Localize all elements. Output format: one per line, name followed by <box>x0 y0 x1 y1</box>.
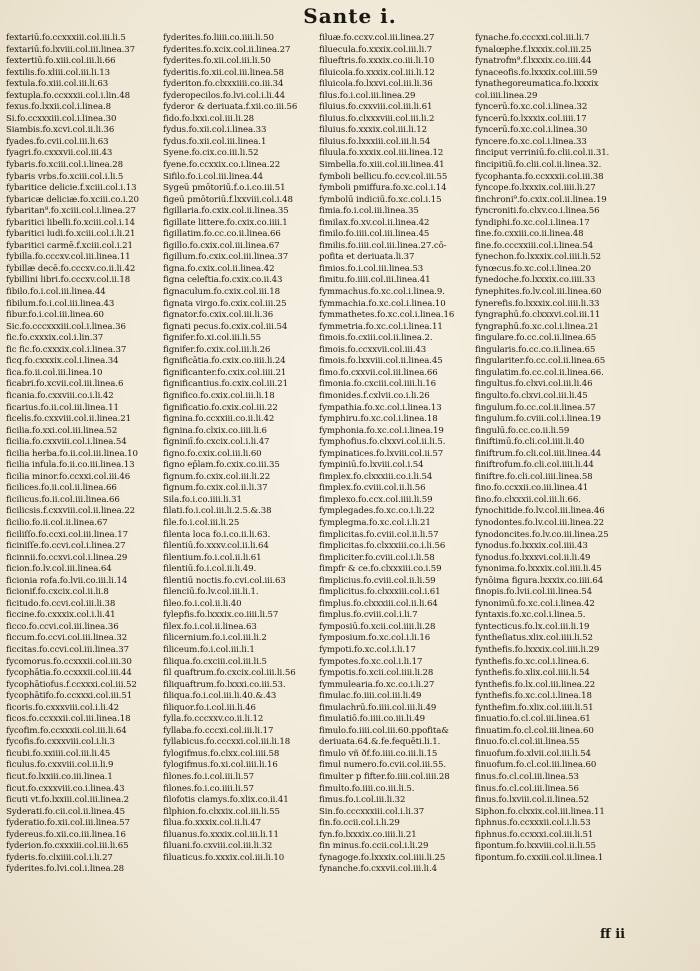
index-entry: fimplus.fo.clxxxiii.col.ii.li.64 <box>319 598 438 609</box>
index-entry: fyncope.fo.lxxxix.col.iiii.li.27 <box>475 183 596 194</box>
index-entry: ficcitas.fo.ccvi.col.iii.linea.37 <box>6 644 129 655</box>
index-entry: fimulto.fo.iiii.co.iii.li.5. <box>319 783 415 794</box>
index-entry: fimois.fo.cxiii.col.ii.linea.2. <box>319 333 433 344</box>
index-entry: filphion.fo.clxxix.col.iii.li.55 <box>163 806 280 817</box>
index-entry: filus.fo.i.col.iii.linea.29 <box>319 90 416 101</box>
index-entry: fignificantius.fo.cxix.col.iii.21 <box>163 379 288 390</box>
index-entry: filiquor.fo.i.col.iii.li.46 <box>163 702 256 713</box>
index-entry: finiftrofum.fo.cli.col.iiii.li.44 <box>475 460 594 471</box>
index-entry: fycofis.fo.cxxxviii.col.i.li.3 <box>6 737 115 748</box>
index-entry: figniniī.fo.cxcix.col.i.li.47 <box>163 437 270 448</box>
index-entry: Sin.fo.cccxxxiii.col.i.li.37 <box>319 806 425 817</box>
index-entry: fyndiphi.fo.xc.col.i.linea.17 <box>475 217 590 228</box>
index-entry: fymbolū indiciū.fo.xc.col.i.15 <box>319 194 442 205</box>
index-entry: ficcum.fo.ccvi.col.iii.linea.32 <box>6 633 128 644</box>
index-entry: filuanus.fo.xxxix.col.iii.li.11 <box>163 829 279 840</box>
index-entry: fine.fo.cxxiii.co.ii.linea.48 <box>475 229 584 240</box>
index-entry: fignificatio.fo.cxix.col.iii.22 <box>163 402 278 413</box>
index-entry: fimpliciter.fo.cviii.col.i.li.58 <box>319 552 435 563</box>
index-entry: ficilia infula.fo.ii.co.iii.linea.13 <box>6 460 135 471</box>
index-entry: fyncerū.fo.xc.col.i.linea.32 <box>475 102 588 113</box>
index-entry: filofotis clamys.fo.xlix.co.ii.41 <box>163 795 289 806</box>
index-entry: ficq.fo.cxxxix.col.i.linea.34 <box>6 356 119 367</box>
index-entry: ficilicus.fo.ii.col.iii.linea.66 <box>6 494 120 505</box>
index-entry: fingultus.fo.clxvi.col.iii.li.46 <box>475 379 593 390</box>
index-entry: fextariū.fo.ccxxxiii.col.iii.li.5 <box>6 33 126 43</box>
index-entry: file.fo.i.col.iii.li.25 <box>163 517 240 528</box>
index-entry: fycophātia.fo.ccxxxii.col.iii.44 <box>6 668 132 679</box>
index-entry: fynthefis.fo.xlix.col.iiii.li.54 <box>475 668 590 679</box>
index-entry: fymposium.fo.xc.col.i.li.16 <box>319 633 431 644</box>
index-entry: fic fic.fo.cxxxix.col.i.linea.37 <box>6 344 127 355</box>
index-entry: fycomorus.fo.ccxxxii.col.iii.30 <box>6 656 132 667</box>
index-entry: pofita et deriuata.li.37 <box>319 252 415 263</box>
index-entry: fyllaba.fo.cccxi.col.iii.li.17 <box>163 725 274 736</box>
index-entry: finus.fo.cl.col.iii.linea.53 <box>475 772 579 782</box>
index-entry: fynthefis.fo.xc.col.i.linea.6. <box>475 656 590 667</box>
index-entry: figillum.fo.cxix.col.iii.linea.37 <box>163 252 289 263</box>
index-entry: fignata virgo.fo.cxix.col.iii.25 <box>163 298 287 309</box>
index-entry: fimplus.fo.cviii.col.i.li.7 <box>319 610 418 621</box>
index-entry: ficubi.fo.xxiiii.col.iii.li.45 <box>6 748 111 759</box>
index-entry: fimplex.fo.cviii.col.ii.li.56 <box>319 483 426 494</box>
index-entry: ficilio.fo.ii.col.ii.linea.67 <box>6 517 108 528</box>
index-entry: fynthefim.fo.xlix.col.iiii.li.51 <box>475 702 594 713</box>
index-entry: fibur.fo.i.col.iii.linea.60 <box>6 310 104 321</box>
index-entry: fymboli pmiffura.fo.xc.col.i.14 <box>319 183 447 194</box>
index-entry: fymmachus.fo.xc.col.i.linea.9. <box>319 287 445 298</box>
index-entry: fexus.fo.lxxii.col.i.linea.8 <box>6 102 111 113</box>
index-entry: ficuti vt.fo.lxxiii.col.iii.linea.2 <box>6 795 129 806</box>
index-column-4 <box>475 33 685 864</box>
index-entry: filones.fo.i.co.iiii.li.57 <box>163 783 254 794</box>
index-entry: fymphiru.fo.xc.col.i.linea.18 <box>319 414 438 425</box>
index-entry: finus.fo.cl.col.iii.linea.56 <box>475 783 579 794</box>
index-entry: fynodontes.fo.lv.col.iii.linea.22 <box>475 517 604 528</box>
index-entry: filentiū.fo.i.col.ii.li.49. <box>163 564 257 575</box>
index-entry: fil quaftrum.fo.cxcix.col.iii.li.56 <box>163 668 296 679</box>
index-entry: fympathia.fo.xc.col.i.linea.13 <box>319 402 442 413</box>
index-entry: fyncroniti.fo.clxv.co.i.linea.56 <box>475 206 600 217</box>
index-entry: fyderopecilos.fo.lvi.col.i.li.44 <box>163 90 286 101</box>
index-entry: Siambis.fo.xcvi.col.ii.li.36 <box>6 125 115 136</box>
index-entry: fignina.fo.clxix.co.iiii.li.6 <box>163 425 267 436</box>
index-entry: fynodoncites.fo.lv.co.iii.linea.25 <box>475 529 609 540</box>
index-entry: fyagri.fo.cxxxvii.col.iii.43 <box>6 148 113 159</box>
index-entry: fyngraphū.fo.clxxxvi.col.iii.11 <box>475 310 601 321</box>
index-entry: finiftre.fo.cli.col.iiii.linea.58 <box>475 471 593 482</box>
index-entry: fycophātifo.fo.ccxxxi.col.iii.51 <box>6 691 133 702</box>
index-entry: fympinatices.fo.lxviii.col.ii.57 <box>319 448 444 459</box>
index-entry: fymmetria.fo.xc.col.i.linea.11 <box>319 321 443 332</box>
index-entry: fimulter p fifter.fo.iiii.col.iiii.28 <box>319 772 450 782</box>
index-entry: filua.fo.xxxix.col.ii.li.47 <box>163 818 262 829</box>
index-entry: figno.fo.cxix.col.iii.li.60 <box>163 448 262 459</box>
index-entry: filones.fo.i.col.iii.li.57 <box>163 772 255 782</box>
index-entry: fyderites.fo.lvi.col.i.linea.28 <box>6 864 124 875</box>
index-entry: fynathegoreumatica.fo.lxxxix <box>475 79 599 90</box>
index-entry: fipontum.fo.lxxviii.col.ii.li.55 <box>475 841 596 852</box>
index-entry: filuicola.fo.xxxix.col.iii.li.12 <box>319 67 435 78</box>
index-entry: fymmachia.fo.xc.col.i.linea.10 <box>319 298 446 309</box>
index-entry: filuius.fo.clxxxviii.col.iii.li.2 <box>319 113 435 124</box>
index-entry: figna.fo.cxix.col.ii.linea.42 <box>163 263 275 274</box>
index-entry: filuius.fo.cxxviii.col.iii.li.61 <box>319 102 433 113</box>
index-entry: ficilia.fo.cxxviii.col.i.linea.54 <box>6 437 127 448</box>
index-entry: fyncere.fo.xc.col.i.linea.33 <box>475 136 587 147</box>
running-head: Sante i. <box>303 4 397 28</box>
index-entry: fingulatim.fo.cc.col.ii.linea.66. <box>475 367 604 378</box>
index-entry: fingulto.fo.clxvi.col.iii.li.45 <box>475 390 588 401</box>
index-entry: fino.fo.clxxxii.col.iii.li.66. <box>475 494 581 505</box>
index-entry: ficcine.fo.cxxxix.col.i.li.41 <box>6 610 116 621</box>
index-entry: filuecula.fo.xxxix.col.iii.li.7 <box>319 44 433 55</box>
index-entry: filuaticus.fo.xxxix.col.iii.li.10 <box>163 852 285 863</box>
index-entry: fylepfis.fo.lxxxix.co.iiii.li.57 <box>163 610 279 621</box>
index-entry: fydereus.fo.xii.co.iii.linea.16 <box>6 829 126 840</box>
index-entry: filati.fo.i.col.iii.li.2.5.&.38 <box>163 506 272 517</box>
index-entry: fingulū.fo.cc.co.ii.li.59 <box>475 425 570 436</box>
index-entry: fimulac.fo.iiii.col.iii.li.49 <box>319 691 422 702</box>
index-entry: ficelis.fo.cxxviii.col.ii.linea.21 <box>6 414 131 425</box>
index-entry: fymphofius.fo.clxxvi.col.ii.li.5. <box>319 437 446 448</box>
index-entry: fynagoge.fo.lxxxix.col.iiii.li.25 <box>319 852 446 863</box>
index-entry: filiquaftrum.fo.lxxxi.co.iii.53. <box>163 679 286 690</box>
index-entry: fignifer.fo.cxix.col.iii.li.26 <box>163 344 271 355</box>
index-entry: fympotis.fo.xcii.col.iiii.li.28 <box>319 668 434 679</box>
index-entry: deriuata.64.&.fe.fequēti.li.1. <box>319 737 441 748</box>
index-entry: finuatio.fo.cl.col.iii.linea.61 <box>475 714 591 725</box>
index-entry: fymphonia.fo.xc.col.i.linea.19 <box>319 425 444 436</box>
index-entry: figillo.fo.cxix.col.iii.linea.67 <box>163 240 280 251</box>
index-column-3 <box>319 33 489 876</box>
index-entry: fica.fo.ii.col.iii.linea.10 <box>6 367 103 378</box>
index-entry: ficionif.fo.cxcix.col.ii.li.8 <box>6 587 109 598</box>
index-entry: fybaritici ludi.fo.xciii.col.i.li.21 <box>6 229 136 240</box>
index-entry: fido.fo.lxxi.col.iii.li.28 <box>163 113 255 124</box>
index-entry: fignaculum.fo.cxix.col.iii.18 <box>163 287 281 298</box>
index-entry: filuius.fo.lxxxiii.col.iii.li.54 <box>319 136 431 147</box>
index-entry: fimo.fo.cxxvii.col.iii.linea.66 <box>319 367 438 378</box>
index-entry: figillate littere.fo.cxix.co.iiii.1 <box>163 217 288 228</box>
index-entry: fyades.fo.cvii.col.iii.li.63 <box>6 136 109 147</box>
index-entry: fycofim.fo.ccxxxii.col.iii.li.64 <box>6 725 127 736</box>
index-entry: finiftimū.fo.cli.col.iiii.li.40 <box>475 437 585 448</box>
index-entry: fino.fo.ccxxii.co.iii.linea.41 <box>475 483 589 494</box>
index-entry: ficinnii.fo.ccxvi.col.i.linea.29 <box>6 552 128 563</box>
index-entry: fimilax.fo.xv.col.ii.linea.42 <box>319 217 430 228</box>
index-entry: fybaritice delicie.f.xciii.col.i.13 <box>6 183 137 194</box>
index-entry: fimplicius.fo.cviii.col.ii.li.59 <box>319 575 436 586</box>
index-entry: ficiniſſe.fo.ccvi.col.i.linea.27 <box>6 541 126 552</box>
index-entry: fignum.fo.cxix.col.iii.li.22 <box>163 471 271 482</box>
index-entry: fynache.fo.cccxxi.col.iii.li.7 <box>475 33 590 43</box>
index-entry: filuæ.fo.ccxv.col.iii.linea.27 <box>319 33 435 43</box>
index-entry: filenta loca fo.i.co.ii.li.63. <box>163 529 271 540</box>
index-entry: fignina.fo.ccxxiii.co.ii.li.42 <box>163 414 275 425</box>
index-entry: ficut.fo.lxxiii.co.iii.linea.1 <box>6 772 113 782</box>
index-entry: fingulare.fo.cc.col.ii.linea.65 <box>475 333 597 344</box>
index-entry: filentiū noctis.fo.cvi.col.iii.63 <box>163 575 286 586</box>
index-entry: fignificanter.fo.cxix.col.iiii.21 <box>163 367 287 378</box>
index-entry: fextilis.fo.xliii.col.iii.li.13 <box>6 67 110 78</box>
index-entry: fynœcus.fo.xc.col.i.linea.20 <box>475 263 591 274</box>
index-entry: fyderiton.fo.clxxxiiii.co.iii.34 <box>163 79 284 90</box>
index-entry: ficabri.fo.xcvii.col.iii.linea.6 <box>6 379 124 390</box>
index-entry: finciput verriniū.fo.clii.col.ii.31. <box>475 148 610 159</box>
index-entry: fynaceofis.fo.lxxxix.col.iiii.59 <box>475 67 598 78</box>
index-entry: fimilis.fo.iiii.col.iii.linea.27.cō- <box>319 240 447 251</box>
index-entry: fylogifmus.fo.xi.col.iiii.li.16 <box>163 760 278 771</box>
index-entry: fibilum.fo.i.col.iii.linea.43 <box>6 298 115 309</box>
index-entry: fignator.fo.cxix.col.iii.li.36 <box>163 310 274 321</box>
index-entry: fynodus.fo.lxxxix.col.iiii.43 <box>475 541 588 552</box>
index-entry: fimonia.fo.cxciii.col.iiii.li.16 <box>319 379 436 390</box>
index-entry: Simbella.fo.xiii.col.iii.linea.41 <box>319 160 445 171</box>
index-entry: fynalœphe.f.lxxxix.col.iii.25 <box>475 44 592 55</box>
index-entry: fympiniū.fo.lxviii.col.i.54 <box>319 460 424 471</box>
index-entry: fynochitide.fo.lv.col.iii.linea.46 <box>475 506 605 517</box>
index-entry: fimplicitus.fo.clxxxiii.col.i.61 <box>319 587 441 598</box>
index-entry: fin minus.fo.ccii.col.i.li.29 <box>319 841 429 852</box>
index-entry: filentium.fo.i.col.ii.li.61 <box>163 552 262 563</box>
index-entry: ficilicsis.f.cxxviii.col.ii.linea.22 <box>6 506 136 517</box>
index-entry: ficilices.fo.ii.col.ii.linea.66 <box>6 483 117 494</box>
index-entry: fybaris vrbs.fo.xciii.col.i.li.5 <box>6 171 124 182</box>
index-entry: fynthefis.fo.lx.col.iii.linea.22 <box>475 679 596 690</box>
index-entry: fiphnus.fo.ccxxxi.col.iii.li.51 <box>475 829 594 840</box>
index-entry: fyene.fo.ccxxix.co.i.linea.22 <box>163 160 281 171</box>
index-entry: Sifilo.fo.i.col.iii.linea.44 <box>163 171 264 182</box>
index-entry: fylla.fo.cccxxv.co.ii.li.12 <box>163 714 264 725</box>
index-entry: ficut.fo.cxxxviii.co.i.linea.43 <box>6 783 125 794</box>
index-entry: fignum.fo.cxix.col.ii.li.37 <box>163 483 268 494</box>
index-entry: fynedoche.fo.lxxxix.co.iiii.33 <box>475 275 596 286</box>
index-entry: fycophātiofus.f.ccxxxi.col.iii.52 <box>6 679 137 690</box>
index-entry: fymmulearia.fo.xc.co.i.li.27 <box>319 679 435 690</box>
index-entry: fine.fo.cccxxiii.col.i.linea.54 <box>475 240 594 251</box>
index-entry: filiceum.fo.i.col.iii.li.1 <box>163 644 255 655</box>
index-entry: figna celeftia.fo.cxix.co.ii.43 <box>163 275 283 286</box>
index-entry: fextula.fo.xiii.col.iii.li.63 <box>6 79 109 90</box>
index-entry: filueftris.fo.xxxix.co.iii.li.10 <box>319 56 435 67</box>
index-entry: fyderor & deriuata.f.xii.co.iii.56 <box>163 102 298 113</box>
index-entry: ficion.fo.lv.col.iii.linea.64 <box>6 564 112 575</box>
index-entry: col.iiii.linea.29 <box>475 90 538 101</box>
index-entry: Siphon.fo.clxxix.col.iii.linea.11 <box>475 806 605 817</box>
index-entry: Si.fo.ccxxxiii.col.i.linea.30 <box>6 113 117 124</box>
index-entry: ficitudo.fo.ccvi.col.iii.li.38 <box>6 598 116 609</box>
index-entry: fyderites.fo.xcix.col.ii.linea.27 <box>163 44 291 55</box>
index-entry: fyderites.fo.xii.col.iii.li.50 <box>163 56 271 67</box>
index-entry: Sila.fo.i.co.iiii.li.31 <box>163 494 242 505</box>
index-entry: fimplicitas.fo.cviii.col.ii.li.57 <box>319 529 439 540</box>
index-entry: fimpfr & ce.fo.clxxxiii.co.i.59 <box>319 564 442 575</box>
index-entry: fybaritan⁹.fo.xciii.col.i.linea.27 <box>6 206 136 217</box>
index-entry: fic.fo.cxxxix.col.i.lin.37 <box>6 333 104 344</box>
index-entry: filenciū.fo.lv.col.iii.li.1. <box>163 587 259 598</box>
index-entry: fiphnus.fo.ccxxxii.col.i.li.53 <box>475 818 591 829</box>
index-entry: fimilo.fo.iiii.col.iii.linea.45 <box>319 229 430 240</box>
index-entry: filiqua.fo.i.col.iii.li.40.&.43 <box>163 691 277 702</box>
index-entry: fimia.fo.i.col.iii.linea.35 <box>319 206 419 217</box>
index-entry: ficulus.fo.cxxviii.col.ii.li.9 <box>6 760 114 771</box>
index-entry: fipontum.fo.cxxiii.col.ii.linea.1 <box>475 852 604 863</box>
index-entry: fymplegades.fo.xc.co.i.li.22 <box>319 506 435 517</box>
index-entry: Syene.fo.cix.co.iii.li.52 <box>163 148 259 159</box>
index-entry: fincipitiū.fo.clii.col.ii.linea.32. <box>475 160 602 171</box>
index-entry: finuofum.fo.xlvii.col.iii.li.54 <box>475 748 591 759</box>
index-entry: fextertiū.fo.xiii.col.iii.li.66 <box>6 56 116 67</box>
index-entry: fyllabicus.fo.cccxxi.col.iii.li.18 <box>163 737 291 748</box>
index-entry: fyderis.fo.clxiiii.col.i.li.27 <box>6 852 113 863</box>
index-entry: fileo.fo.i.col.ii.li.40 <box>163 598 242 609</box>
index-column-1 <box>6 33 176 876</box>
index-entry: fimulo.fo.iiii.col.iii.60.ppofita& <box>319 725 449 736</box>
index-entry: finus.fo.lxviii.col.ii.linea.52 <box>475 795 590 806</box>
index-entry: ficilia.fo.xxi.col.iii.linea.52 <box>6 425 118 436</box>
index-entry: fingulum.fo.cviii.col.i.linea.19 <box>475 414 601 425</box>
index-entry: fingulariter.fo.cc.col.ii.linea.65 <box>475 356 606 367</box>
index-entry: Sygeū pmōtoriū.f.o.i.co.iii.51 <box>163 183 286 194</box>
index-entry: fimplex.fo.clxxxiii.co.i.li.54 <box>319 471 433 482</box>
index-entry: Syderati.fo.cii.col.ii.linea.45 <box>6 806 125 817</box>
signature-mark: ff ii <box>600 927 626 942</box>
index-entry: fin.fo.ccii.col.i.li.29 <box>319 818 400 829</box>
index-entry: fyntheſiatus.xlix.col.iiii.li.52 <box>475 633 593 644</box>
index-entry: fimitu.fo.iiii.col.iii.linea.41 <box>319 275 431 286</box>
index-entry: fignati pecus.fo.cxix.col.iii.54 <box>163 321 288 332</box>
index-entry: filuula.fo.xxxix.col.iii.linea.12 <box>319 148 444 159</box>
index-entry: fimois.fo.lxxviii.col.ii.linea.45 <box>319 356 443 367</box>
index-entry: fycophanta.fo.ccxxxii.col.iii.38 <box>475 171 604 182</box>
index-entry: fimois.fo.ccxxvii.col.iii.43 <box>319 344 427 355</box>
index-entry: fingulum.fo.cc.col.ii.linea.57 <box>475 402 596 413</box>
index-entry: finopis.fo.lvii.col.iii.linea.54 <box>475 587 592 598</box>
index-entry: fydus.fo.xii.col.iii.linea.1 <box>163 136 267 147</box>
index-entry: ficionia rofa.fo.lvii.co.iii.li.14 <box>6 575 128 586</box>
index-entry: fextariū.fo.lxviii.col.iii.linea.37 <box>6 44 136 55</box>
index-entry: ficania.fo.cxxviii.co.i.li.42 <box>6 390 114 401</box>
index-entry: fybaris.fo.xciii.col.i.linea.28 <box>6 160 123 171</box>
index-entry: fimulo vñ ðf.fo.iiii.co.iii.li.15 <box>319 748 438 759</box>
index-entry: fingularis.fo.cc.co.ii.linea.65 <box>475 344 596 355</box>
index-entry: figillaria.fo.cxix.col.ii.linea.35 <box>163 206 289 217</box>
index-entry: fyderitis.fo.xii.col.iii.linea.58 <box>163 67 284 78</box>
index-entry: fymposiū.fo.xcii.col.iiii.li.28 <box>319 621 436 632</box>
index-entry: ficilia minor.fo.ccxxi.col.iii.46 <box>6 471 131 482</box>
index-entry: fimonides.f.cxlvii.co.i.li.26 <box>319 390 430 401</box>
index-entry: fimul numero.fo.cvii.col.iii.55. <box>319 760 447 771</box>
index-entry: filentiū.fo.xxxv.col.ii.li.64 <box>163 541 269 552</box>
index-entry: fibilo.fo.i.col.iii.linea.44 <box>6 287 106 298</box>
index-entry: fybaricæ deliciæ.fo.xciii.co.i.20 <box>6 194 139 205</box>
index-entry: fydus.fo.xii.col.i.linea.33 <box>163 125 267 136</box>
index-entry: fignifico.fo.cxix.col.iii.li.18 <box>163 390 275 401</box>
index-entry: figeū pmōtoriū.f.lxxviii.col.i.48 <box>163 194 293 205</box>
index-entry: fynerefis.fo.lxxxix.col.iiii.li.33 <box>475 298 600 309</box>
index-entry: fynephites.fo.lv.col.iii.linea.60 <box>475 287 602 298</box>
index-entry: ficiliſſo.fo.ccxi.col.iii.linea.17 <box>6 529 128 540</box>
index-entry: figno ep̄lam.fo.cxix.co.iii.35 <box>163 460 280 471</box>
index-entry: fynthefis.fo.xc.col.i.linea.18 <box>475 691 592 702</box>
index-entry: fyderion.fo.cxxxiii.col.iii.li.65 <box>6 841 129 852</box>
index-entry: fimplicitas.fo.clxxxiii.co.i.li.56 <box>319 541 446 552</box>
index-entry: ficilia herba.fo.ii.col.iii.linea.10 <box>6 448 138 459</box>
index-entry: fimulatiō.fo.iiii.co.iii.li.49 <box>319 714 425 725</box>
index-entry: fignificātia.fo.cxix.co.iiii.li.24 <box>163 356 286 367</box>
index-entry: filuani.fo.cxviii.col.iii.li.32 <box>163 841 273 852</box>
index-entry: fyncerū.fo.xc.col.i.linea.30 <box>475 125 588 136</box>
index-entry: ficco.fo.ccvi.col.iii.linea.36 <box>6 621 119 632</box>
index-entry: Sic.fo.cccxxxiii.col.i.linea.36 <box>6 321 126 332</box>
index-entry: fynōima figura.lxxxix.co.iiii.64 <box>475 575 604 586</box>
index-entry: fynechon.fo.lxxxix.col.iiii.li.52 <box>475 252 602 263</box>
index-column-2 <box>163 33 333 864</box>
index-entry: fyntaxis.fo.xc.col.i.linea.5. <box>475 610 586 621</box>
index-entry: filiqua.fo.cxciii.col.iii.li.5 <box>163 656 267 667</box>
index-entry: fympotes.fo.xc.col.i.li.17 <box>319 656 423 667</box>
index-entry: fynatrofm⁹.f.lxxxix.co.iiii.44 <box>475 56 592 67</box>
index-entry: finchroni⁹.fo.cxix.col.ii.linea.19 <box>475 194 607 205</box>
index-entry: finiftrum.fo.cli.col.iiii.linea.44 <box>475 448 602 459</box>
index-entry: fymplegma.fo.xc.col.i.li.21 <box>319 517 431 528</box>
index-entry: fybillæ decē.fo.cccxv.co.ii.li.42 <box>6 263 136 274</box>
index-entry: fynthefis.fo.lxxxix.col.iiii.li.29 <box>475 644 600 655</box>
index-entry: fynodus.fo.lxxxvi.col.ii.li.49 <box>475 552 591 563</box>
index-entry: fimus.fo.i.col.iii.li.32 <box>319 795 406 806</box>
index-entry: fybaritici libelli.fo.xciii.col.i.14 <box>6 217 135 228</box>
index-entry: ficoris.fo.cxxxviii.col.i.li.42 <box>6 702 120 713</box>
index-entry: fimulachrū.fo.iiii.col.iii.li.49 <box>319 702 437 713</box>
index-entry: fynonima.fo.lxxxix.col.iiii.li.45 <box>475 564 602 575</box>
index-entry: fympoti.fo.xc.col.i.li.17 <box>319 644 416 655</box>
index-entry: fybaritici carmē.f.xciii.col.i.21 <box>6 240 133 251</box>
index-entry: filuius.fo.xxxix.col.iii.li.12 <box>319 125 428 136</box>
index-entry: fynanche.fo.cxxvii.col.iii.li.4 <box>319 864 437 875</box>
index-entry: fymboli bellicu.fo.ccv.col.iii.55 <box>319 171 448 182</box>
index-entry: ficos.fo.ccxxxii.col.iii.linea.18 <box>6 714 131 725</box>
index-entry: finuo.fo.cl.col.iii.linea.55 <box>475 737 580 748</box>
index-entry: filex.fo.i.col.ii.linea.63 <box>163 621 257 632</box>
index-entry: fignifer.fo.xi.col.iii.li.55 <box>163 333 261 344</box>
index-entry: fyn.fo.lxxxix.co.iiii.li.21 <box>319 829 417 840</box>
index-entry: fimplexo.fo.ccx.col.iiii.li.59 <box>319 494 433 505</box>
index-entry: ficarius.fo.ii.col.iii.linea.11 <box>6 402 119 413</box>
index-entry: fylogifmus.fo.clxx.col.iiii.58 <box>163 748 280 759</box>
index-entry: fimios.fo.i.col.iii.linea.53 <box>319 263 424 274</box>
index-entry: fybillini libri.fo.cccxv.col.ii.18 <box>6 275 131 286</box>
index-entry: fyderites.fo.liiii.co.iiii.li.50 <box>163 33 274 43</box>
index-entry: fyntecticus.fo.lx.col.iii.li.19 <box>475 621 590 632</box>
index-entry: figillatim.fo.cc.co.ii.linea.66 <box>163 229 281 240</box>
index-entry: finuofum.fo.cl.col.iii.linea.60 <box>475 760 597 771</box>
index-entry: filicernium.fo.i.col.iii.li.2 <box>163 633 267 644</box>
index-entry: fybilla.fo.cccxv.col.iii.linea.11 <box>6 252 131 263</box>
index-entry: fyngraphū.fo.xc.col.i.linea.21 <box>475 321 599 332</box>
index-entry: fyderatio.fo.xii.col.iii.linea.57 <box>6 818 130 829</box>
index-entry: fynonimū.fo.xc.col.i.linea.42 <box>475 598 595 609</box>
index-entry: fextupla.fo.ccxxxii.col.i.lin.48 <box>6 90 130 101</box>
index-entry: fymmathetes.fo.xc.col.i.linea.16 <box>319 310 455 321</box>
index-entry: filuicola.fo.lxxvi.col.iii.li.36 <box>319 79 433 90</box>
index-entry: fyncerū.fo.lxxxix.col.iiii.17 <box>475 113 587 124</box>
index-entry: finuatim.fo.cl.col.iii.linea.60 <box>475 725 594 736</box>
